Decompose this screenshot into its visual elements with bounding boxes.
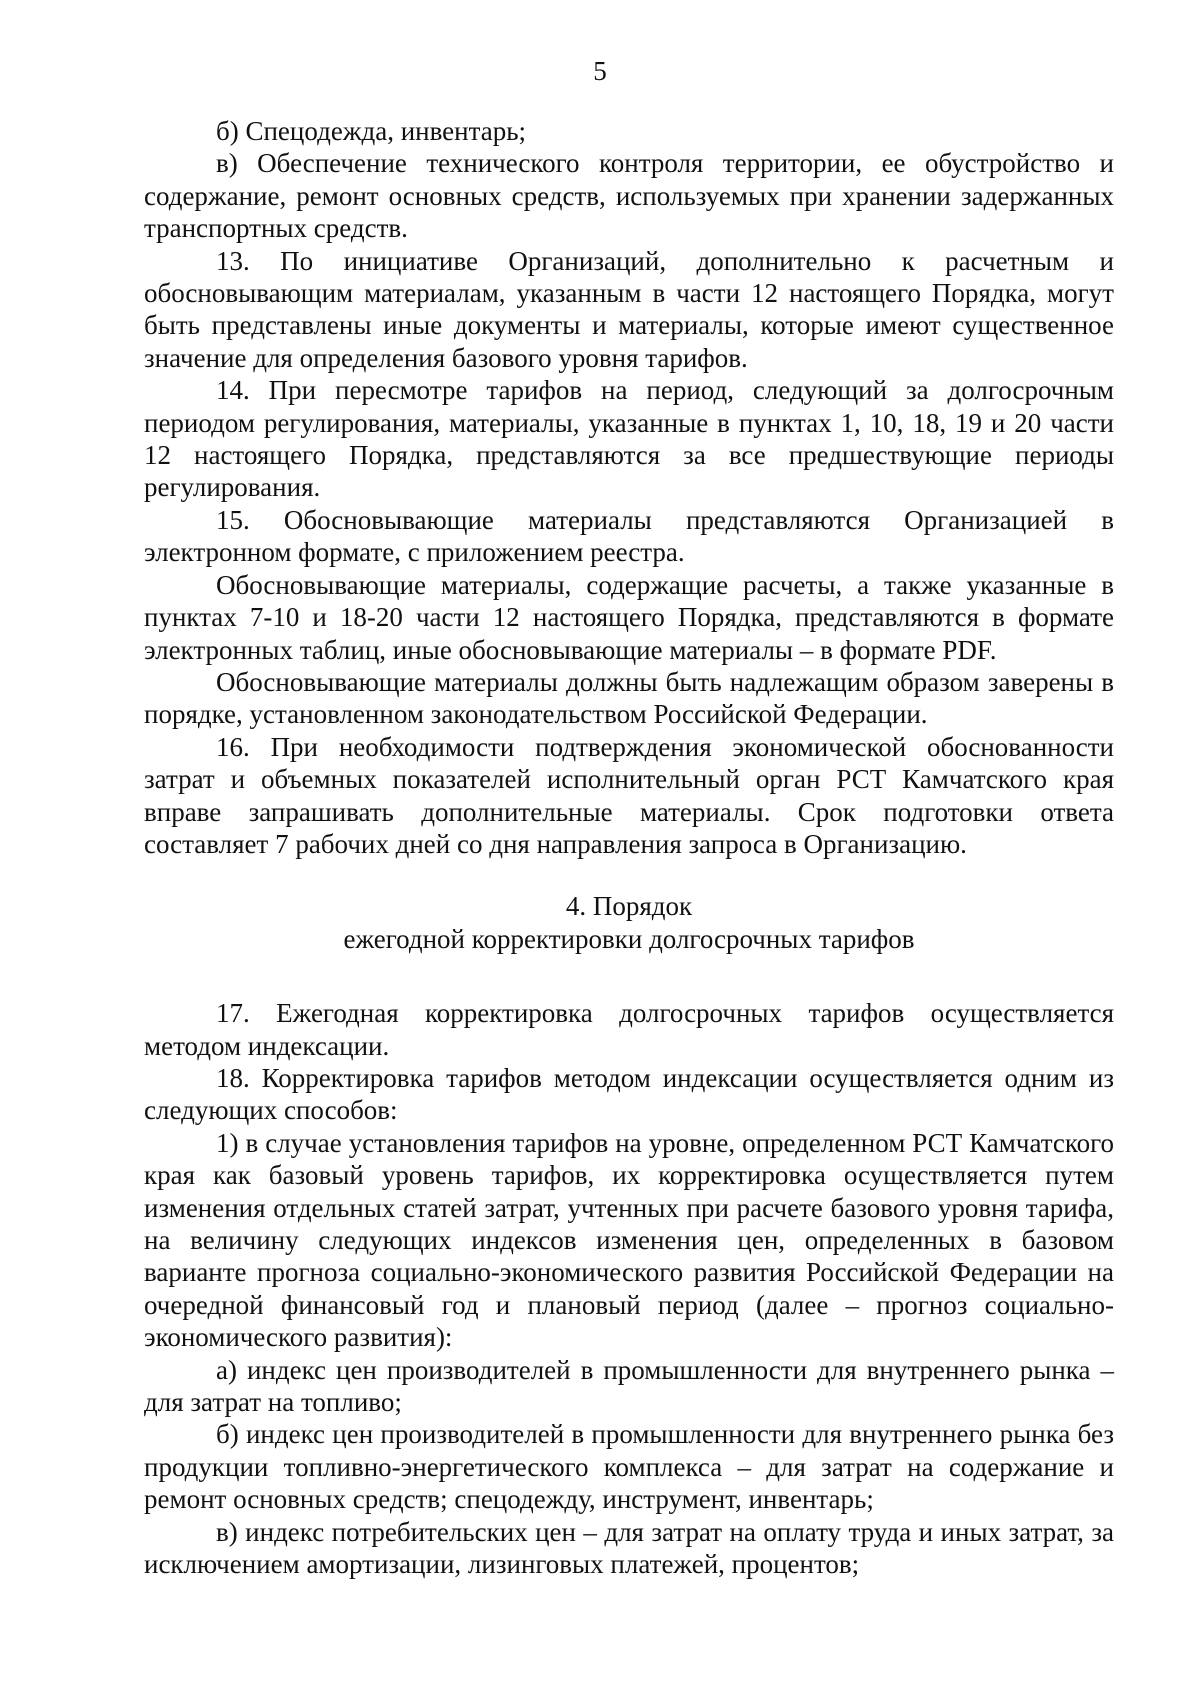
- paragraph-18-item-v: в) индекс потребительских цен – для затрат на оплату труда и иных затрат, за исключением амортизации, лизинговых платежей, процентов;: [144, 1516, 1114, 1580]
- paragraph-18-item-a: а) индекс цен производителей в промышленности для внутреннего рынка – для затрат на топливо;: [144, 1354, 1114, 1418]
- paragraph-13: 13. По инициативе Организаций, дополнительно к расчетным и обосновывающим материалам, указанным в части 12 настоящего Порядка, могут быть представлены иные документы и материалы, которые имеют существенное значение для определения базового уровня тарифов.: [144, 245, 1114, 373]
- section-heading: [144, 890, 1114, 955]
- paragraph-18: 18. Корректировка тарифов методом индексации осуществляется одним из следующих способов:: [144, 1062, 1114, 1126]
- paragraph-15-spreadsheets: Обосновывающие материалы, содержащие расчеты, а также указанные в пунктах 7-10 и 18-20 части 12 настоящего Порядка, представляются в формате электронных таблиц, иные обосновывающие материалы – в формате PDF.: [144, 569, 1114, 665]
- section-heading-subtitle: ежегодной корректировки долгосрочных тарифов: [343, 923, 915, 954]
- paragraph-14: 14. При пересмотре тарифов на период, следующий за долгосрочным периодом регулирования, материалы, указанные в пунктах 1, 10, 18, 19 и 20 части 12 настоящего Порядка, представляются за все предшествующие периоды регулирования.: [144, 375, 1114, 503]
- document-body: [144, 115, 1114, 1580]
- page-number: 5: [593, 56, 607, 86]
- paragraph-18-item-1: 1) в случае установления тарифов на уровне, определенном РСТ Камчатского края как базовый уровень тарифов, их корректировка осуществляется путем изменения отдельных статей затрат, учтенных при расчете базового уровня тарифа, на величину следующих индексов изменения цен, определенных в базовом варианте прогноза социально-экономического развития Российской Федерации на очередной финансовый год и плановый период (далее – прогноз социально-экономического развития):: [144, 1127, 1114, 1353]
- section-heading-title: 4. Порядок: [565, 891, 693, 922]
- paragraph-18-item-b: б) индекс цен производителей в промышленности для внутреннего рынка без продукции топливно-энергетического комплекса – для затрат на содержание и ремонт основных средств; спецодежду, инструмент, инвентарь;: [144, 1419, 1114, 1515]
- paragraph-17: 17. Ежегодная корректировка долгосрочных тарифов осуществляется методом индексации.: [144, 998, 1114, 1061]
- paragraph-15: 15. Обосновывающие материалы представляются Организацией в электронном формате, с приложением реестра.: [144, 504, 1114, 568]
- paragraph-b-clothing: б) Спецодежда, инвентарь;: [216, 116, 527, 146]
- paragraph-15-certification: Обосновывающие материалы должны быть надлежащим образом заверены в порядке, установленном законодательством Российской Федерации.: [144, 666, 1114, 730]
- paragraph-v-technical-control: в) Обеспечение технического контроля территории, ее обустройство и содержание, ремонт основных средств, используемых при хранении задержанных транспортных средств.: [144, 148, 1114, 244]
- paragraph-16: 16. При необходимости подтверждения экономической обоснованности затрат и объемных показателей исполнительный орган РСТ Камчатского края вправе запрашивать дополнительные материалы. Срок подготовки ответа составляет 7 рабочих дней со дня направления запроса в Организацию.: [144, 731, 1114, 859]
